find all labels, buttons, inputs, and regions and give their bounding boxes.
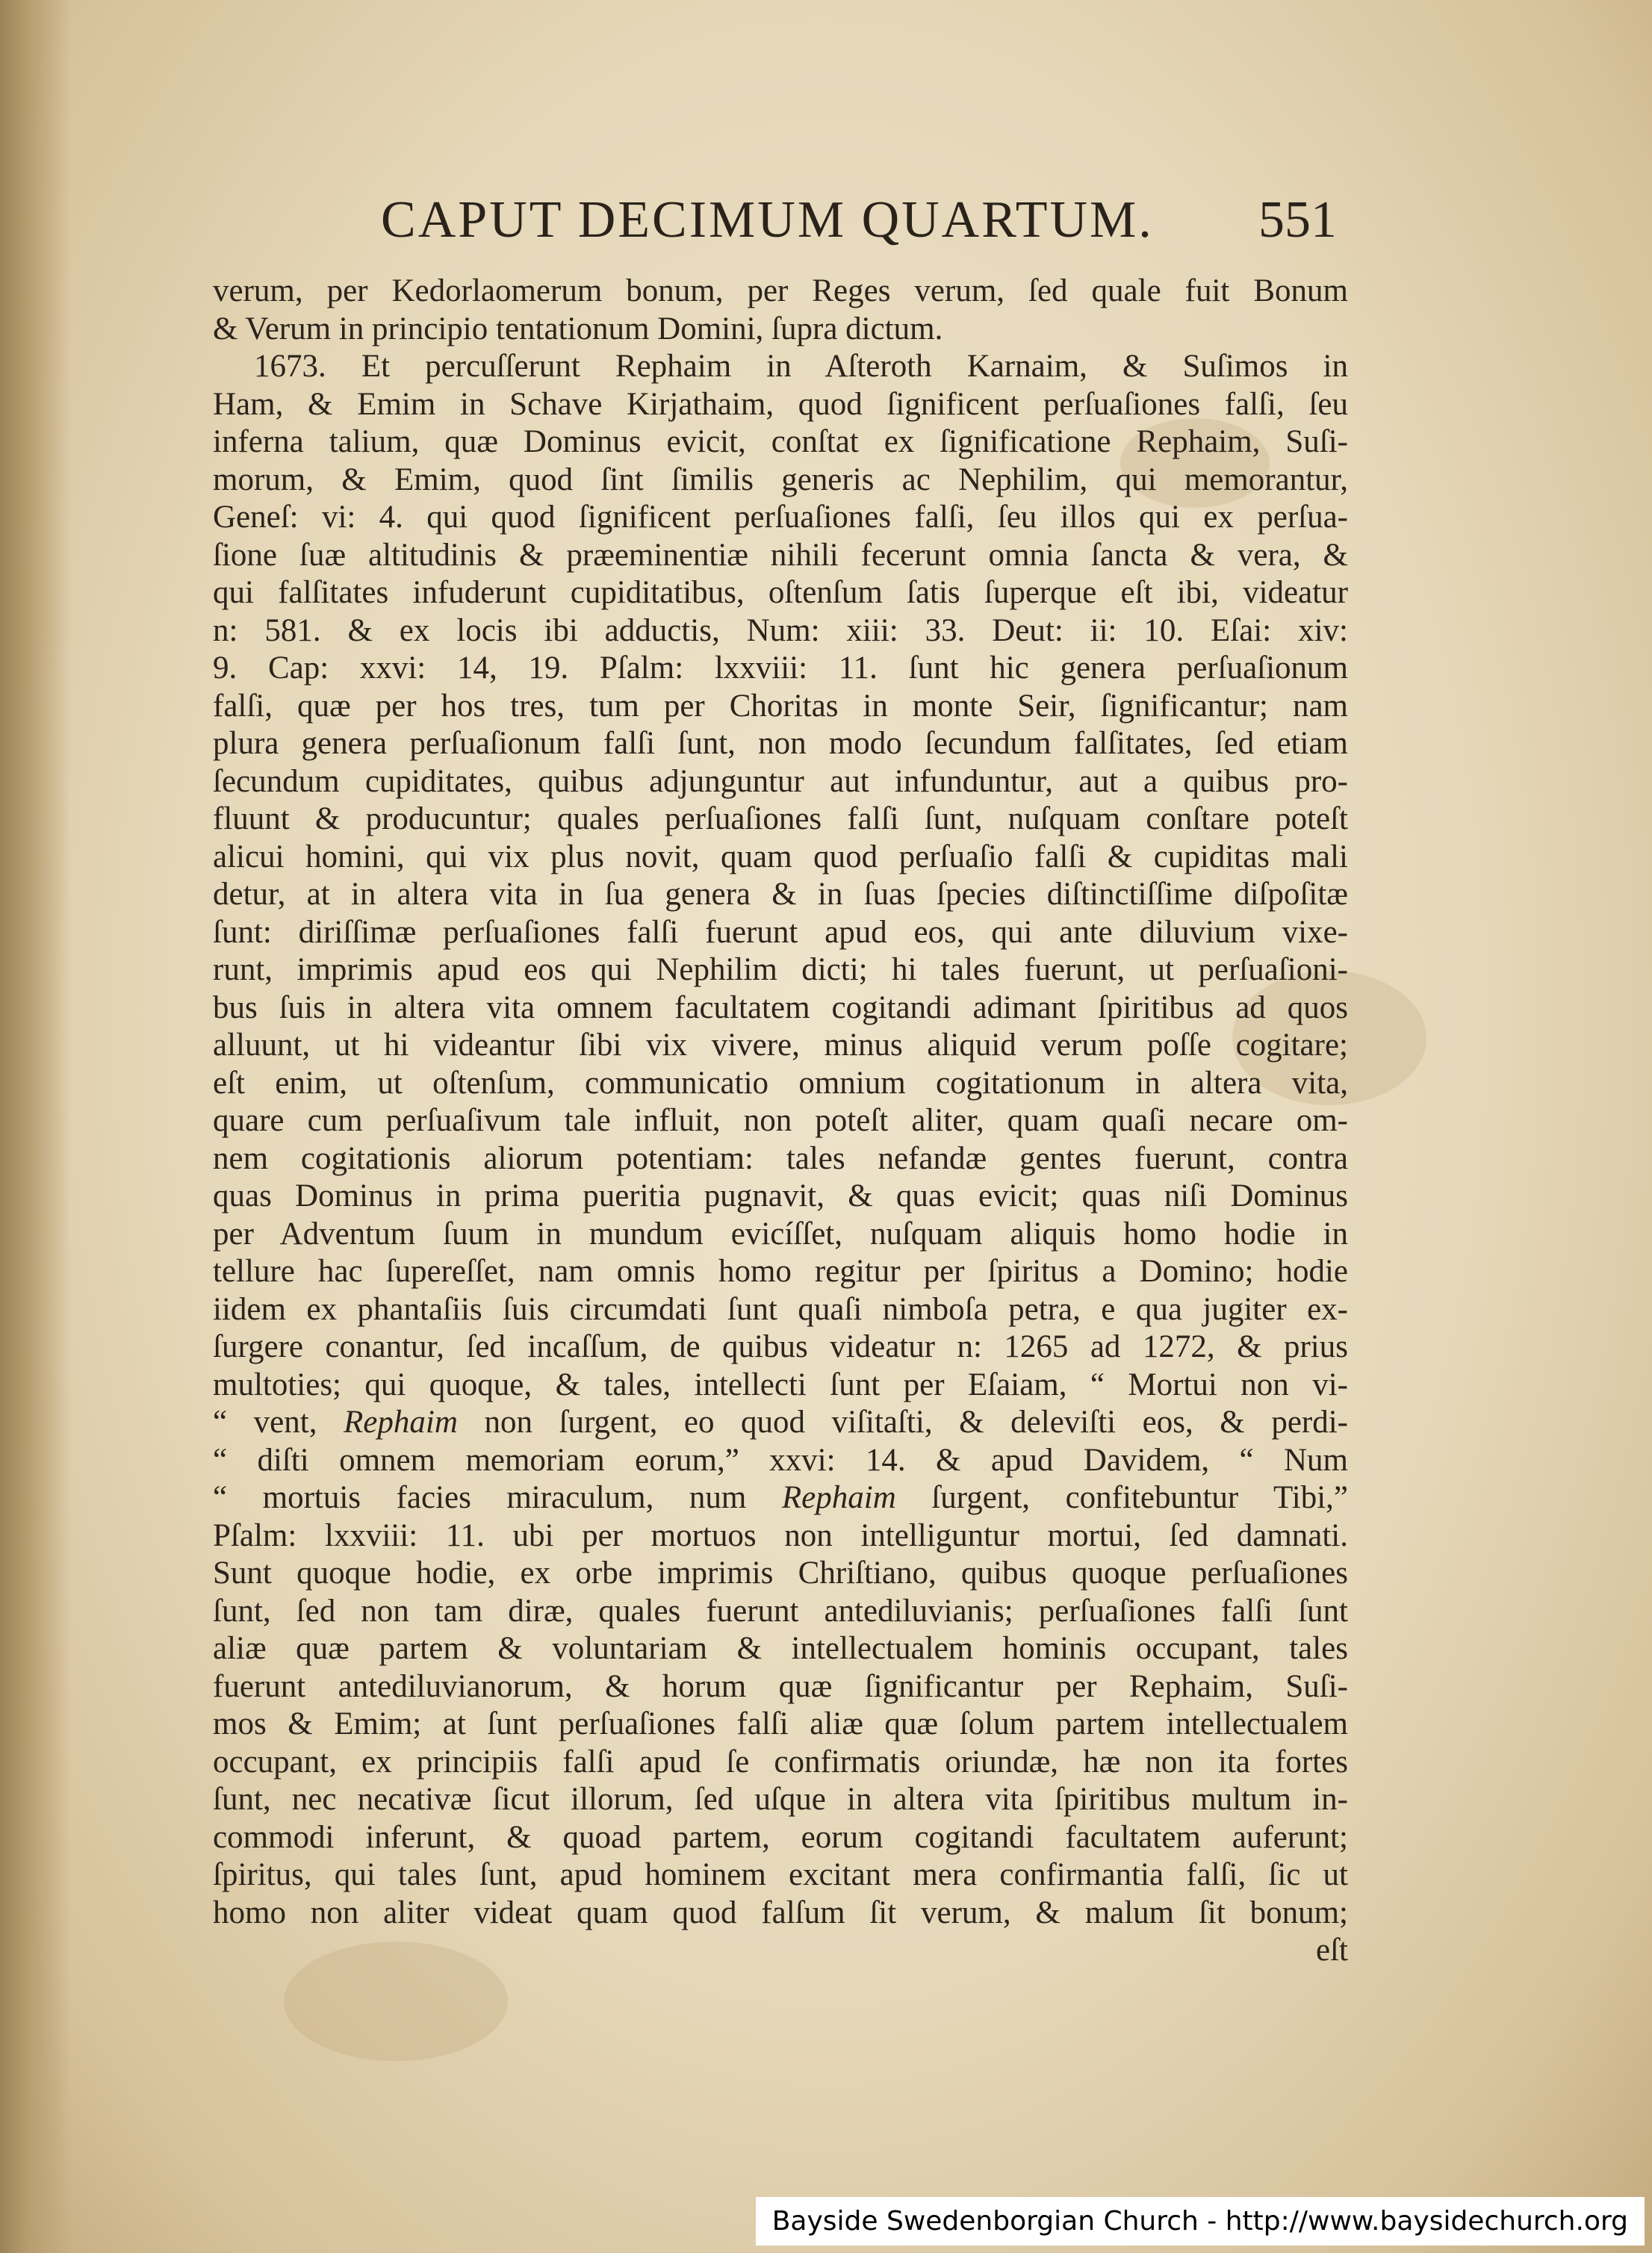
text-line: “ vent, Rephaim non ſurgent, eo quod viſitaſti, & deleviſti eos, & perdi- — [213, 1405, 1348, 1440]
text-line: 1673. Et percuſſerunt Rephaim in Aſteroth Karnaim, & Suſimos in — [254, 349, 1348, 384]
text-line: multoties; qui quoque, & tales, intellecti ſunt per Eſaiam, “ Mortui non vi- — [213, 1367, 1348, 1402]
text-line: ſpiritus, qui tales ſunt, apud hominem excitant mera confirmantia falſi, ſic ut — [213, 1857, 1348, 1892]
text-line: n: 581. & ex locis ibi adductis, Num: xiii: 33. Deut: ii: 10. Eſai: xiv: — [213, 612, 1348, 648]
italic-word: Rephaim — [781, 1480, 896, 1515]
running-header — [381, 190, 1337, 273]
text-line: quas Dominus in prima pueritia pugnavit, & quas evicit; quas niſi Dominus — [213, 1178, 1348, 1213]
text-line: bus ſuis in altera vita omnem facultatem cogitandi adimant ſpiritibus ad quos — [213, 989, 1348, 1025]
text-line: eſt enim, ut oſtenſum, communicatio omnium cogitationum in altera vita, — [213, 1065, 1348, 1101]
text-line: inferna talium, quæ Dominus evicit, conſtat ex ſignificatione Rephaim, Suſi- — [213, 424, 1348, 459]
text-line: commodi inferunt, & quoad partem, eorum cogitandi facultatem auferunt; — [213, 1819, 1348, 1855]
body-text — [213, 273, 1348, 1970]
page-number: 551 — [1258, 191, 1337, 249]
text-line: ſecundum cupiditates, quibus adjunguntur aut infunduntur, aut a quibus pro- — [213, 763, 1348, 799]
text-line: alicui homini, qui vix plus novit, quam quod perſuaſio falſi & cupiditas mali — [213, 839, 1348, 874]
text-line: ſione ſuæ altitudinis & præeminentiæ nihili fecerunt omnia ſancta & vera, & — [213, 537, 1348, 573]
text-line: nem cogitationis aliorum potentiam: tales nefandæ gentes fuerunt, contra — [213, 1140, 1348, 1176]
text-line: verum, per Kedorlaomerum bonum, per Reges verum, ſed quale fuit Bonum — [213, 273, 1348, 308]
chapter-title: CAPUT DECIMUM QUARTUM. — [381, 191, 1154, 249]
text-line: iidem ex phantaſiis ſuis circumdati ſunt quaſi nimboſa petra, e qua jugiter ex- — [213, 1291, 1348, 1327]
text-line: per Adventum ſuum in mundum evicíſſet, nuſquam aliquis homo hodie in — [213, 1216, 1348, 1252]
italic-word: Rephaim — [344, 1405, 458, 1440]
text-line: qui falſitates infuderunt cupiditatibus, oſtenſum ſatis ſuperque eſt ibi, videatur — [213, 575, 1348, 610]
text-line: “ diſti omnem memoriam eorum,” xxvi: 14. & apud Davidem, “ Num — [213, 1442, 1348, 1478]
text-line: detur, at in altera vita in ſua genera & in ſuas ſpecies diſtinctiſſime diſpoſitæ — [213, 877, 1348, 912]
text-line: morum, & Emim, quod ſint ſimilis generis ac Nephilim, qui memorantur, — [213, 462, 1348, 497]
text-line: occupant, ex principiis falſi apud ſe confirmatis oriundæ, hæ non ita fortes — [213, 1744, 1348, 1780]
text-line: “ mortuis facies miraculum, num Rephaim ſurgent, confitebuntur Tibi,” — [213, 1480, 1348, 1515]
text-line: quare cum perſuaſivum tale influit, non poteſt aliter, quam quaſi necare om- — [213, 1103, 1348, 1138]
text-line: Pſalm: lxxviii: 11. ubi per mortuos non intelliguntur mortui, ſed damnati. — [213, 1517, 1348, 1553]
text-line: Ham, & Emim in Schave Kirjathaim, quod ſignificent perſuaſiones falſi, ſeu — [213, 386, 1348, 422]
text-line: fluunt & producuntur; quales perſuaſiones falſi ſunt, nuſquam conſtare poteſt — [213, 801, 1348, 836]
text-line: ſurgere conantur, ſed incaſſum, de quibus videatur n: 1265 ad 1272, & prius — [213, 1329, 1348, 1364]
text-line: 9. Cap: xxvi: 14, 19. Pſalm: lxxviii: 11. ſunt hic genera perſuaſionum — [213, 650, 1348, 686]
text-line: eſt — [1316, 1933, 1348, 1968]
text-line: ſunt: diriſſimæ perſuaſiones falſi fuerunt apud eos, qui ante diluvium vixe- — [213, 914, 1348, 950]
text-line: tellure hac ſupereſſet, nam omnis homo regitur per ſpiritus a Domino; hodie — [213, 1254, 1348, 1289]
text-line: mos & Emim; at ſunt perſuaſiones falſi aliæ quæ ſolum partem intellectualem — [213, 1706, 1348, 1741]
text-line: fuerunt antediluvianorum, & horum quæ ſignificantur per Rephaim, Suſi- — [213, 1668, 1348, 1704]
text-line: Geneſ: vi: 4. qui quod ſignificent perſuaſiones falſi, ſeu illos qui ex perſua- — [213, 500, 1348, 535]
text-line: falſi, quæ per hos tres, tum per Choritas in monte Seir, ſignificantur; nam — [213, 688, 1348, 724]
text-line: alluunt, ut hi videantur ſibi vix vivere, minus aliquid verum poſſe cogitare; — [213, 1028, 1348, 1063]
page-gutter-shadow — [0, 0, 71, 2253]
text-line: Sunt quoque hodie, ex orbe imprimis Chriſtiano, quibus quoque perſuaſiones — [213, 1556, 1348, 1591]
text-line: aliæ quæ partem & voluntariam & intellectualem hominis occupant, tales — [213, 1631, 1348, 1666]
text-line: runt, imprimis apud eos qui Nephilim dicti; hi tales fuerunt, ut perſuaſioni- — [213, 952, 1348, 987]
text-line: homo non aliter videat quam quod falſum ſit verum, & malum ſit bonum; — [213, 1895, 1348, 1930]
text-line: ſunt, ſed non tam diræ, quales fuerunt antediluvianis; perſuaſiones falſi ſunt — [213, 1593, 1348, 1629]
text-line: ſunt, nec necativæ ſicut illorum, ſed uſque in altera vita ſpiritibus multum in- — [213, 1782, 1348, 1817]
watermark-banner: Bayside Swedenborgian Church - http://www.baysidechurch.org — [756, 2197, 1645, 2246]
text-line: & Verum in principio tentationum Domini, ſupra dictum. — [213, 311, 943, 347]
text-line: plura genera perſuaſionum falſi ſunt, non modo ſecundum falſitates, ſed etiam — [213, 726, 1348, 761]
